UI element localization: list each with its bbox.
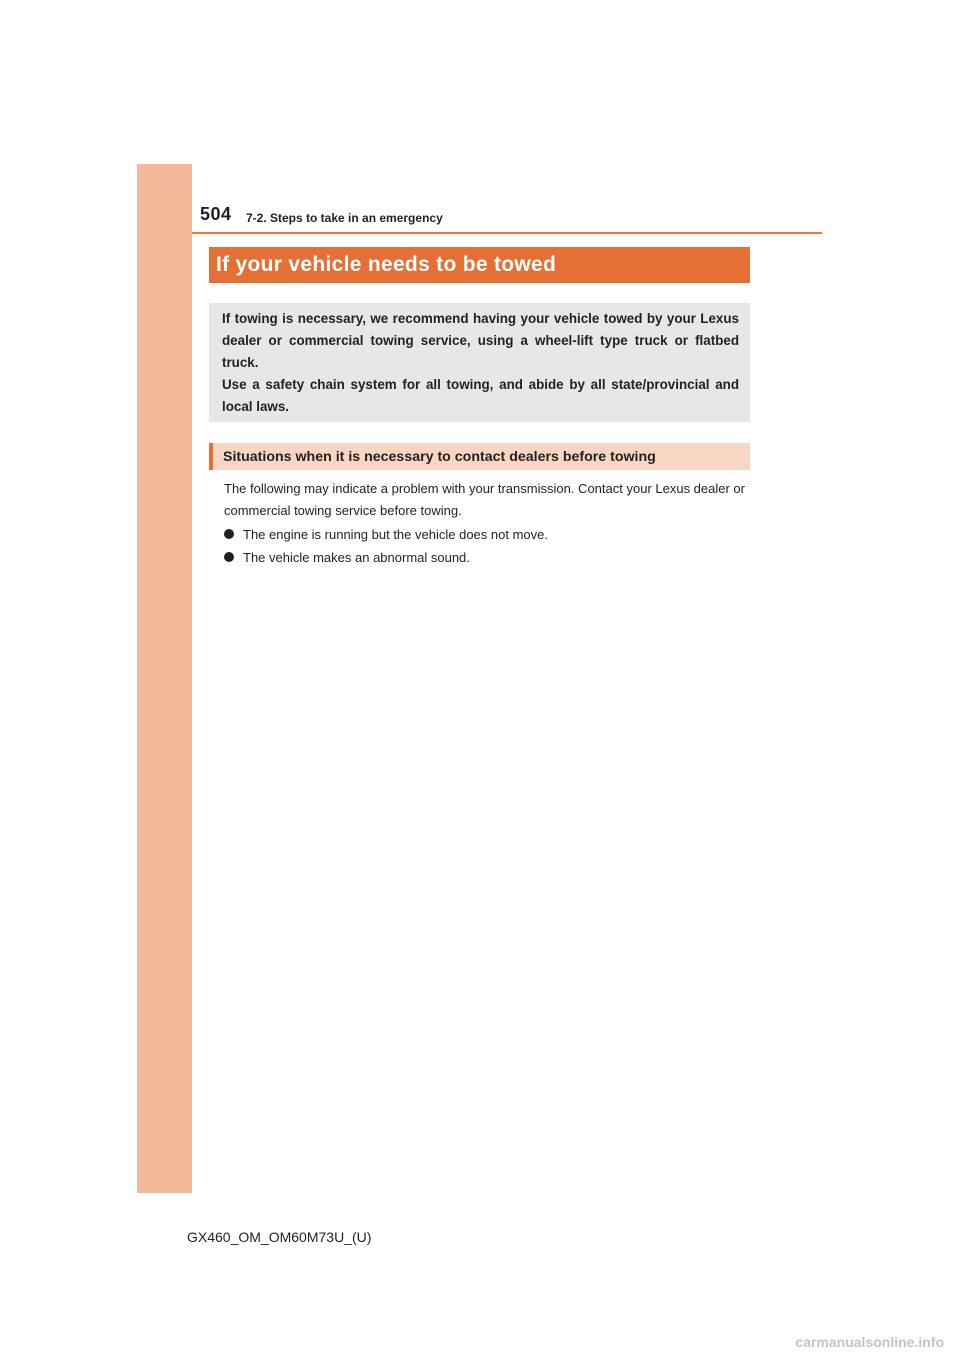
bullet-list bbox=[224, 523, 745, 569]
document-code: GX460_OM_OM60M73U_(U) bbox=[187, 1229, 372, 1245]
header-divider bbox=[192, 232, 822, 234]
section-title: If your vehicle needs to be towed bbox=[216, 253, 557, 276]
list-item-text: The engine is running but the vehicle does not move. bbox=[243, 527, 548, 542]
list-item bbox=[224, 523, 745, 546]
page-number: 504 bbox=[200, 204, 232, 224]
body-paragraph: The following may indicate a problem with your transmission. Contact your Lexus dealer or commercial towing service before towing. bbox=[224, 481, 745, 518]
bullet-icon bbox=[224, 552, 234, 562]
side-tab-band bbox=[137, 164, 192, 1193]
chapter-heading: 7-2. Steps to take in an emergency bbox=[246, 211, 443, 225]
list-item bbox=[224, 546, 745, 569]
subsection-heading-bar bbox=[209, 443, 750, 470]
subsection-title: Situations when it is necessary to contact dealers before towing bbox=[223, 448, 656, 465]
intro-paragraph: If towing is necessary, we recommend having your vehicle towed by your Lexus dealer or commercial towing service, using a wheel-lift type truck or flatbed truck. bbox=[222, 311, 739, 370]
intro-paragraph: Use a safety chain system for all towing, and abide by all state/provincial and local laws. bbox=[222, 377, 739, 414]
list-item-text: The vehicle makes an abnormal sound. bbox=[243, 550, 470, 565]
watermark-link[interactable]: carmanualsonline.info bbox=[795, 1334, 944, 1350]
bullet-icon bbox=[224, 529, 234, 539]
section-banner bbox=[209, 247, 750, 283]
intro-box bbox=[209, 303, 750, 422]
